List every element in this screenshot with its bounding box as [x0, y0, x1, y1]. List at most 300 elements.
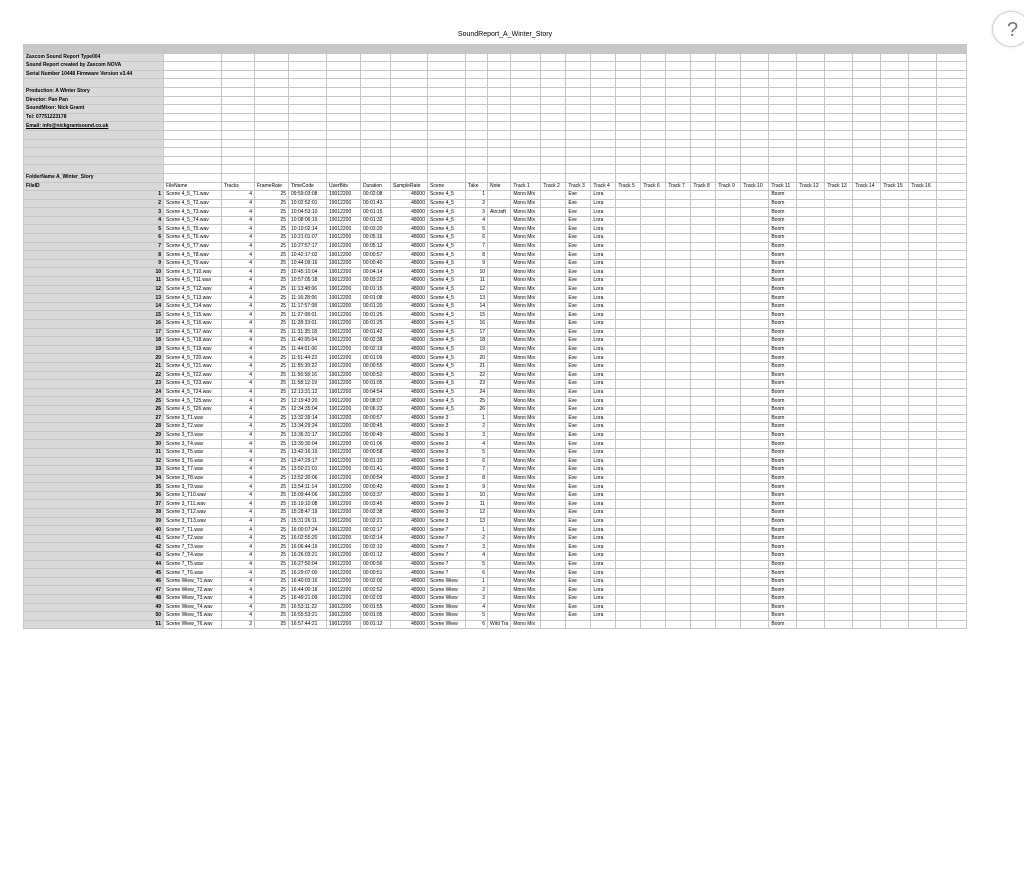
- sheet-cell[interactable]: [741, 173, 769, 182]
- sheet-cell[interactable]: [616, 423, 641, 432]
- file-id-cell[interactable]: 18: [24, 337, 164, 346]
- sheet-cell[interactable]: [691, 414, 716, 423]
- note-cell[interactable]: [488, 414, 511, 423]
- userbits-cell[interactable]: 19012200: [327, 431, 361, 440]
- take-cell[interactable]: 2: [466, 423, 488, 432]
- sheet-cell[interactable]: [937, 448, 967, 457]
- sheet-cell[interactable]: [797, 148, 825, 157]
- sheet-cell[interactable]: [691, 294, 716, 303]
- track-11-cell[interactable]: Boom: [769, 603, 797, 612]
- sheet-cell[interactable]: [666, 251, 691, 260]
- tracks-cell[interactable]: 4: [222, 423, 255, 432]
- sheet-cell[interactable]: [616, 560, 641, 569]
- take-cell[interactable]: 16: [466, 320, 488, 329]
- filename-cell[interactable]: Scene Wiew_T5.wav: [164, 612, 222, 621]
- sheet-cell[interactable]: [641, 362, 666, 371]
- sheet-cell[interactable]: [716, 612, 741, 621]
- sheet-cell[interactable]: [741, 302, 769, 311]
- track-4-cell[interactable]: Lora: [591, 526, 616, 535]
- sheet-cell[interactable]: [691, 45, 716, 54]
- sheet-cell[interactable]: [666, 517, 691, 526]
- scene-cell[interactable]: Scene 4_5: [428, 320, 466, 329]
- sheet-cell[interactable]: [616, 70, 641, 79]
- track-4-cell[interactable]: Lora: [591, 216, 616, 225]
- sheet-cell[interactable]: [797, 251, 825, 260]
- tracks-cell[interactable]: 4: [222, 191, 255, 200]
- sheet-cell[interactable]: [825, 242, 853, 251]
- track-4-cell[interactable]: Lora: [591, 552, 616, 561]
- sheet-cell[interactable]: [616, 113, 641, 122]
- sheet-cell[interactable]: [691, 388, 716, 397]
- tracks-cell[interactable]: 4: [222, 543, 255, 552]
- sheet-cell[interactable]: [797, 440, 825, 449]
- duration-cell[interactable]: 00:02:08: [361, 191, 391, 200]
- track-4-cell[interactable]: [591, 620, 616, 629]
- track-3-cell[interactable]: Eve: [566, 543, 591, 552]
- track-4-cell[interactable]: Lora: [591, 534, 616, 543]
- sheet-cell[interactable]: [741, 354, 769, 363]
- track-4-cell[interactable]: Lora: [591, 285, 616, 294]
- sheet-cell[interactable]: [716, 156, 741, 165]
- sheet-cell[interactable]: [691, 165, 716, 174]
- sheet-cell[interactable]: [741, 251, 769, 260]
- sheet-cell[interactable]: [164, 79, 222, 88]
- note-cell[interactable]: [488, 534, 511, 543]
- sheet-cell[interactable]: [691, 105, 716, 114]
- sheet-cell[interactable]: [691, 311, 716, 320]
- sheet-cell[interactable]: [825, 311, 853, 320]
- sheet-cell[interactable]: [909, 362, 937, 371]
- sheet-cell[interactable]: [797, 311, 825, 320]
- timecode-cell[interactable]: 11:55:39:22: [289, 362, 327, 371]
- duration-cell[interactable]: 00:05:12: [361, 242, 391, 251]
- duration-cell[interactable]: 00:02:38: [361, 337, 391, 346]
- track-2-cell[interactable]: [541, 345, 566, 354]
- sheet-cell[interactable]: [466, 173, 488, 182]
- sheet-cell[interactable]: [691, 328, 716, 337]
- sheet-cell[interactable]: [666, 320, 691, 329]
- sheet-cell[interactable]: [255, 122, 289, 131]
- framerate-cell[interactable]: 25: [255, 569, 289, 578]
- track-2-cell[interactable]: [541, 491, 566, 500]
- take-cell[interactable]: 14: [466, 302, 488, 311]
- take-cell[interactable]: 8: [466, 474, 488, 483]
- userbits-cell[interactable]: 19012200: [327, 362, 361, 371]
- track-11-cell[interactable]: Boom: [769, 620, 797, 629]
- scene-cell[interactable]: Scene 7: [428, 534, 466, 543]
- samplerate-cell[interactable]: 48000: [391, 457, 428, 466]
- scene-cell[interactable]: Scene 4_5: [428, 277, 466, 286]
- take-cell[interactable]: 4: [466, 552, 488, 561]
- track-11-cell[interactable]: Boom: [769, 277, 797, 286]
- track-4-cell[interactable]: Lora: [591, 509, 616, 518]
- note-cell[interactable]: [488, 483, 511, 492]
- duration-cell[interactable]: 00:01:41: [361, 466, 391, 475]
- sheet-cell[interactable]: [327, 173, 361, 182]
- track-1-cell[interactable]: Mono Mix: [511, 483, 541, 492]
- tracks-cell[interactable]: 4: [222, 603, 255, 612]
- track-2-cell[interactable]: [541, 268, 566, 277]
- file-id-cell[interactable]: 51: [24, 620, 164, 629]
- track-1-cell[interactable]: Mono Mix: [511, 552, 541, 561]
- sheet-cell[interactable]: [666, 268, 691, 277]
- track-2-cell[interactable]: [541, 388, 566, 397]
- file-id-cell[interactable]: 30: [24, 440, 164, 449]
- file-id-cell[interactable]: 6: [24, 234, 164, 243]
- sheet-cell[interactable]: [716, 337, 741, 346]
- userbits-cell[interactable]: 19012200: [327, 337, 361, 346]
- sheet-cell[interactable]: [616, 45, 641, 54]
- sheet-cell[interactable]: [825, 414, 853, 423]
- sheet-cell[interactable]: [222, 165, 255, 174]
- track-2-cell[interactable]: [541, 294, 566, 303]
- file-id-cell[interactable]: 22: [24, 371, 164, 380]
- samplerate-cell[interactable]: 48000: [391, 328, 428, 337]
- sheet-cell[interactable]: [741, 474, 769, 483]
- sheet-cell[interactable]: [825, 620, 853, 629]
- tracks-cell[interactable]: 4: [222, 500, 255, 509]
- tracks-cell[interactable]: 4: [222, 448, 255, 457]
- sheet-cell[interactable]: [909, 285, 937, 294]
- sheet-cell[interactable]: [641, 500, 666, 509]
- sheet-cell[interactable]: [666, 620, 691, 629]
- filename-cell[interactable]: Scene 3_T9.wav: [164, 483, 222, 492]
- track-1-cell[interactable]: Mono Mix: [511, 569, 541, 578]
- track-1-cell[interactable]: Mono Mix: [511, 397, 541, 406]
- sheet-cell[interactable]: [716, 474, 741, 483]
- sheet-cell[interactable]: [616, 139, 641, 148]
- sheet-cell[interactable]: [691, 96, 716, 105]
- sheet-cell[interactable]: [616, 130, 641, 139]
- samplerate-cell[interactable]: 48000: [391, 337, 428, 346]
- sheet-cell[interactable]: [909, 148, 937, 157]
- sheet-cell[interactable]: [616, 371, 641, 380]
- sheet-cell[interactable]: [666, 70, 691, 79]
- column-header[interactable]: Track 2: [541, 182, 566, 191]
- sheet-cell[interactable]: [361, 45, 391, 54]
- sheet-cell[interactable]: [391, 87, 428, 96]
- sheet-cell[interactable]: [881, 457, 909, 466]
- file-id-cell[interactable]: 20: [24, 354, 164, 363]
- sheet-cell[interactable]: [937, 191, 967, 200]
- sheet-cell[interactable]: [797, 457, 825, 466]
- sheet-cell[interactable]: [641, 345, 666, 354]
- sheet-cell[interactable]: [255, 79, 289, 88]
- sheet-cell[interactable]: [488, 165, 511, 174]
- track-3-cell[interactable]: Eve: [566, 208, 591, 217]
- track-11-cell[interactable]: Boom: [769, 448, 797, 457]
- sheet-cell[interactable]: [741, 148, 769, 157]
- sheet-cell[interactable]: [853, 345, 881, 354]
- sheet-cell[interactable]: [616, 612, 641, 621]
- scene-cell[interactable]: Scene 3: [428, 509, 466, 518]
- take-cell[interactable]: 6: [466, 569, 488, 578]
- scene-cell[interactable]: Scene 4_5: [428, 242, 466, 251]
- track-3-cell[interactable]: Eve: [566, 612, 591, 621]
- sheet-cell[interactable]: [881, 526, 909, 535]
- sheet-cell[interactable]: [853, 302, 881, 311]
- timecode-cell[interactable]: 13:50:21:01: [289, 466, 327, 475]
- sheet-cell[interactable]: [591, 113, 616, 122]
- sheet-cell[interactable]: [666, 534, 691, 543]
- sheet-cell[interactable]: [797, 423, 825, 432]
- sheet-cell[interactable]: [853, 603, 881, 612]
- sheet-cell[interactable]: [853, 405, 881, 414]
- track-2-cell[interactable]: [541, 620, 566, 629]
- sheet-cell[interactable]: [691, 603, 716, 612]
- sheet-cell[interactable]: [222, 45, 255, 54]
- scene-cell[interactable]: Scene 4_5: [428, 216, 466, 225]
- sheet-cell[interactable]: [909, 552, 937, 561]
- scene-cell[interactable]: Scene 3: [428, 440, 466, 449]
- sheet-cell[interactable]: [511, 139, 541, 148]
- sheet-cell[interactable]: [616, 259, 641, 268]
- track-3-cell[interactable]: Eve: [566, 277, 591, 286]
- sheet-cell[interactable]: [541, 79, 566, 88]
- sheet-cell[interactable]: [797, 122, 825, 131]
- sheet-cell[interactable]: [691, 302, 716, 311]
- note-cell[interactable]: [488, 320, 511, 329]
- sheet-cell[interactable]: [466, 122, 488, 131]
- sheet-cell[interactable]: [769, 122, 797, 131]
- sheet-cell[interactable]: [488, 105, 511, 114]
- sheet-cell[interactable]: [881, 302, 909, 311]
- sheet-cell[interactable]: [853, 337, 881, 346]
- take-cell[interactable]: 2: [466, 199, 488, 208]
- track-3-cell[interactable]: Eve: [566, 225, 591, 234]
- sheet-cell[interactable]: [361, 53, 391, 62]
- sheet-cell[interactable]: [909, 577, 937, 586]
- sheet-cell[interactable]: [591, 105, 616, 114]
- duration-cell[interactable]: 00:02:00: [361, 577, 391, 586]
- duration-cell[interactable]: 00:03:22: [361, 277, 391, 286]
- sheet-cell[interactable]: [853, 362, 881, 371]
- sheet-cell[interactable]: [853, 148, 881, 157]
- sheet-cell[interactable]: [164, 122, 222, 131]
- duration-cell[interactable]: 00:00:54: [361, 474, 391, 483]
- report-info-cell[interactable]: Sound Report created by Zaxcom NOVA: [24, 62, 164, 71]
- track-1-cell[interactable]: Mono Mix: [511, 431, 541, 440]
- sheet-cell[interactable]: [825, 208, 853, 217]
- sheet-cell[interactable]: [937, 199, 967, 208]
- tracks-cell[interactable]: 4: [222, 320, 255, 329]
- sheet-cell[interactable]: [666, 199, 691, 208]
- scene-cell[interactable]: Scene Wiew: [428, 577, 466, 586]
- sheet-cell[interactable]: [716, 457, 741, 466]
- samplerate-cell[interactable]: 48000: [391, 268, 428, 277]
- userbits-cell[interactable]: 19012200: [327, 595, 361, 604]
- sheet-cell[interactable]: [361, 165, 391, 174]
- tracks-cell[interactable]: 4: [222, 457, 255, 466]
- file-id-cell[interactable]: 14: [24, 302, 164, 311]
- sheet-cell[interactable]: [769, 96, 797, 105]
- sheet-cell[interactable]: [691, 285, 716, 294]
- track-11-cell[interactable]: Boom: [769, 199, 797, 208]
- sheet-cell[interactable]: [466, 53, 488, 62]
- sheet-cell[interactable]: [666, 113, 691, 122]
- sheet-cell[interactable]: [716, 53, 741, 62]
- duration-cell[interactable]: 00:01:55: [361, 603, 391, 612]
- track-2-cell[interactable]: [541, 199, 566, 208]
- userbits-cell[interactable]: 19012200: [327, 534, 361, 543]
- track-1-cell[interactable]: Mono Mix: [511, 526, 541, 535]
- sheet-cell[interactable]: [591, 96, 616, 105]
- sheet-cell[interactable]: [361, 156, 391, 165]
- column-header[interactable]: Track 10: [741, 182, 769, 191]
- sheet-cell[interactable]: [716, 405, 741, 414]
- sheet-cell[interactable]: [881, 113, 909, 122]
- track-3-cell[interactable]: Eve: [566, 191, 591, 200]
- track-4-cell[interactable]: Lora: [591, 191, 616, 200]
- sheet-cell[interactable]: [825, 603, 853, 612]
- sheet-cell[interactable]: [741, 277, 769, 286]
- sheet-cell[interactable]: [666, 440, 691, 449]
- track-2-cell[interactable]: [541, 448, 566, 457]
- userbits-cell[interactable]: 19012200: [327, 560, 361, 569]
- file-id-cell[interactable]: 21: [24, 362, 164, 371]
- sheet-cell[interactable]: [222, 79, 255, 88]
- sheet-cell[interactable]: [909, 388, 937, 397]
- sheet-cell[interactable]: [797, 259, 825, 268]
- duration-cell[interactable]: 00:02:19: [361, 345, 391, 354]
- report-info-cell[interactable]: Tel: 07751223178: [24, 113, 164, 122]
- sheet-cell[interactable]: [691, 320, 716, 329]
- sheet-cell[interactable]: [666, 354, 691, 363]
- file-id-cell[interactable]: 11: [24, 277, 164, 286]
- track-4-cell[interactable]: Lora: [591, 225, 616, 234]
- filename-cell[interactable]: Scene 4_5_T2.wav: [164, 199, 222, 208]
- track-3-cell[interactable]: Eve: [566, 337, 591, 346]
- track-3-cell[interactable]: Eve: [566, 380, 591, 389]
- column-header[interactable]: Track 16: [909, 182, 937, 191]
- sheet-cell[interactable]: [741, 337, 769, 346]
- track-4-cell[interactable]: Lora: [591, 388, 616, 397]
- sheet-cell[interactable]: [853, 440, 881, 449]
- framerate-cell[interactable]: 25: [255, 251, 289, 260]
- sheet-cell[interactable]: [511, 173, 541, 182]
- sheet-cell[interactable]: [222, 62, 255, 71]
- track-4-cell[interactable]: Lora: [591, 268, 616, 277]
- sheet-cell[interactable]: [361, 122, 391, 131]
- sheet-cell[interactable]: [825, 234, 853, 243]
- duration-cell[interactable]: 00:02:10: [361, 543, 391, 552]
- sheet-cell[interactable]: [937, 165, 967, 174]
- sheet-cell[interactable]: [466, 45, 488, 54]
- samplerate-cell[interactable]: 48000: [391, 397, 428, 406]
- track-3-cell[interactable]: Eve: [566, 311, 591, 320]
- tracks-cell[interactable]: 4: [222, 285, 255, 294]
- sheet-cell[interactable]: [716, 517, 741, 526]
- sheet-cell[interactable]: [691, 173, 716, 182]
- timecode-cell[interactable]: 16:49:21:09: [289, 595, 327, 604]
- note-cell[interactable]: [488, 362, 511, 371]
- sheet-cell[interactable]: [222, 156, 255, 165]
- sheet-cell[interactable]: [616, 87, 641, 96]
- sheet-cell[interactable]: [255, 173, 289, 182]
- filename-cell[interactable]: Scene 3_T5.wav: [164, 448, 222, 457]
- sheet-cell[interactable]: [641, 277, 666, 286]
- sheet-cell[interactable]: [666, 87, 691, 96]
- sheet-cell[interactable]: [641, 320, 666, 329]
- track-1-cell[interactable]: Mono Mix: [511, 474, 541, 483]
- sheet-cell[interactable]: [488, 79, 511, 88]
- filename-cell[interactable]: Scene 3_T6.wav: [164, 457, 222, 466]
- sheet-cell[interactable]: [511, 130, 541, 139]
- sheet-cell[interactable]: [909, 277, 937, 286]
- sheet-cell[interactable]: [566, 113, 591, 122]
- sheet-cell[interactable]: [881, 466, 909, 475]
- scene-cell[interactable]: Scene 4_5: [428, 285, 466, 294]
- track-1-cell[interactable]: Mono Mix: [511, 603, 541, 612]
- scene-cell[interactable]: Scene Wiew: [428, 595, 466, 604]
- sheet-cell[interactable]: [716, 448, 741, 457]
- tracks-cell[interactable]: 4: [222, 595, 255, 604]
- sheet-cell[interactable]: [641, 79, 666, 88]
- sheet-cell[interactable]: [391, 173, 428, 182]
- sheet-cell[interactable]: [825, 225, 853, 234]
- sheet-cell[interactable]: [937, 139, 967, 148]
- sheet-cell[interactable]: [691, 268, 716, 277]
- track-3-cell[interactable]: Eve: [566, 388, 591, 397]
- scene-cell[interactable]: Scene 4_5: [428, 199, 466, 208]
- timecode-cell[interactable]: 09:59:03:08: [289, 191, 327, 200]
- sheet-cell[interactable]: [641, 552, 666, 561]
- userbits-cell[interactable]: 19012200: [327, 612, 361, 621]
- sheet-cell[interactable]: [853, 208, 881, 217]
- samplerate-cell[interactable]: 48000: [391, 285, 428, 294]
- track-4-cell[interactable]: Lora: [591, 414, 616, 423]
- sheet-cell[interactable]: [937, 277, 967, 286]
- sheet-cell[interactable]: [937, 225, 967, 234]
- sheet-cell[interactable]: [853, 45, 881, 54]
- sheet-cell[interactable]: [666, 595, 691, 604]
- timecode-cell[interactable]: 12:13:31:12: [289, 388, 327, 397]
- sheet-cell[interactable]: [909, 448, 937, 457]
- sheet-cell[interactable]: [797, 302, 825, 311]
- sheet-cell[interactable]: [666, 552, 691, 561]
- sheet-cell[interactable]: [289, 53, 327, 62]
- timecode-cell[interactable]: 16:00:07:24: [289, 526, 327, 535]
- sheet-cell[interactable]: [616, 251, 641, 260]
- sheet-cell[interactable]: [641, 577, 666, 586]
- sheet-cell[interactable]: [641, 130, 666, 139]
- sheet-cell[interactable]: [641, 139, 666, 148]
- framerate-cell[interactable]: 25: [255, 242, 289, 251]
- track-11-cell[interactable]: Boom: [769, 534, 797, 543]
- sheet-cell[interactable]: [825, 345, 853, 354]
- sheet-cell[interactable]: [853, 483, 881, 492]
- sheet-cell[interactable]: [488, 70, 511, 79]
- userbits-cell[interactable]: 19012200: [327, 440, 361, 449]
- file-id-cell[interactable]: 34: [24, 474, 164, 483]
- filename-cell[interactable]: Scene 3_T2.wav: [164, 423, 222, 432]
- sheet-cell[interactable]: [716, 165, 741, 174]
- sheet-cell[interactable]: [591, 122, 616, 131]
- framerate-cell[interactable]: 25: [255, 199, 289, 208]
- sheet-cell[interactable]: [937, 53, 967, 62]
- track-2-cell[interactable]: [541, 474, 566, 483]
- scene-cell[interactable]: Scene 3: [428, 448, 466, 457]
- note-cell[interactable]: [488, 509, 511, 518]
- sheet-cell[interactable]: [716, 113, 741, 122]
- track-2-cell[interactable]: [541, 543, 566, 552]
- sheet-cell[interactable]: [255, 139, 289, 148]
- filename-cell[interactable]: Scene 3_T4.wav: [164, 440, 222, 449]
- sheet-cell[interactable]: [937, 371, 967, 380]
- sheet-cell[interactable]: [909, 491, 937, 500]
- sheet-cell[interactable]: [428, 156, 466, 165]
- scene-cell[interactable]: Scene 4_5: [428, 294, 466, 303]
